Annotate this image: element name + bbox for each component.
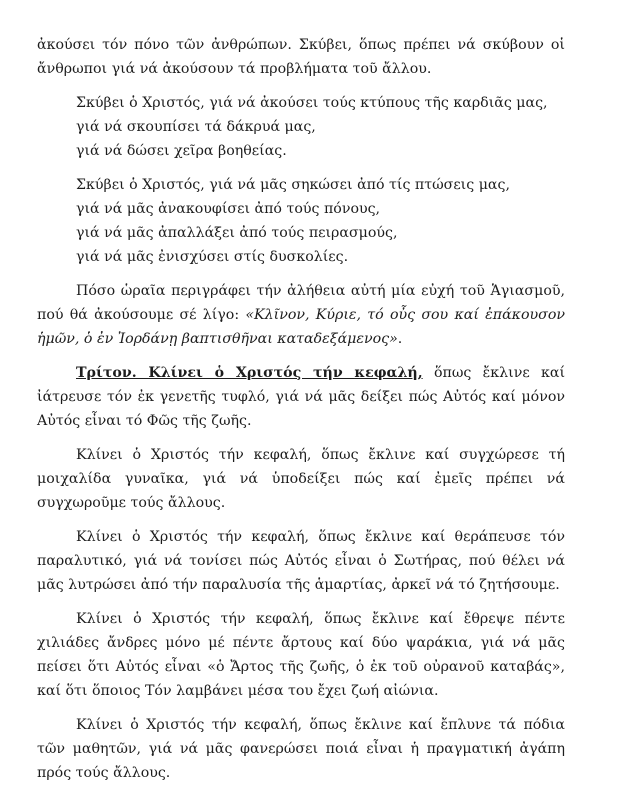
verse-line: γιά νά δώσει χεῖρα βοηθείας.	[76, 143, 287, 159]
verse-line: γιά νά μᾶς ἀνακουφίσει ἀπό τούς πόνους,	[76, 201, 381, 217]
verse-line: γιά νά σκουπίσει τά δάκρυά μας,	[76, 119, 316, 135]
verse-block-1	[37, 91, 565, 163]
paragraph-paralytic: Κλίνει ὁ Χριστός τήν κεφαλή, ὅπως ἔκλινε καί θεράπευσε τόν παραλυτικό, γιά νά τονίσει πώς Αὐτός εἶναι ὁ Σωτήρας, πού θέλει νά μᾶς λυτρώσει ἀπό τήν παραλυσία τῆς ἁμαρτίας, ἀρκεῖ νά τό ζητήσουμε.	[37, 529, 565, 593]
paragraph-five-thousand: Κλίνει ὁ Χριστός τήν κεφαλή, ὅπως ἔκλινε καί ἔθρεψε πέντε χιλιάδες ἄνδρες μόνο μέ πέντε ἄρτους καί δύο ψαράκια, γιά νά μᾶς πείσει ὅτι Αὐτός εἶναι «ὁ Ἄρτος τῆς ζωῆς, ὁ ἐκ τοῦ οὐρανοῦ καταβάς», καί ὅτι ὅποιος Τόν λαμβάνει μέσα του ἔχει ζωή αἰώνια.	[37, 611, 565, 699]
verse-line: γιά νά μᾶς ἐνισχύσει στίς δυσκολίες.	[76, 249, 349, 265]
section-heading: Τρίτον. Κλίνει ὁ Χριστός τήν κεφαλή,	[76, 365, 423, 381]
verse-line: Σκύβει ὁ Χριστός, γιά νά μᾶς σηκώσει ἀπό τίς πτώσεις μας,	[76, 177, 510, 193]
verse-line: Σκύβει ὁ Χριστός, γιά νά ἀκούσει τούς κτύπους τῆς καρδιᾶς μας,	[76, 95, 548, 111]
paragraph-adulteress: Κλίνει ὁ Χριστός τήν κεφαλή, ὅπως ἔκλινε καί συγχώρεσε τή μοιχαλίδα γυναῖκα, γιά νά ὑποδείξει πώς καί ἐμεῖς πρέπει νά συγχωροῦμε τούς ἄλλους.	[37, 447, 565, 511]
document-page	[37, 33, 565, 785]
third-text: ὅπως ἔκλινε καί ἰάτρευσε τόν ἐκ γενετῆς τυφλό, γιά νά μᾶς δείξει πώς Αὐτός καί μόνον Αὐτός εἶναι τό Φῶς τῆς ζωῆς.	[37, 365, 566, 429]
prayer-end: .	[397, 331, 403, 347]
paragraph-washing: Κλίνει ὁ Χριστός τήν κεφαλή, ὅπως ἔκλινε καί ἔπλυνε τά πόδια τῶν μαθητῶν, γιά νά μᾶς φανερώσει ποιά εἶναι ἡ πραγματική ἀγάπη πρός τούς ἄλλους.	[37, 717, 565, 781]
verse-block-2	[37, 173, 565, 269]
paragraph-continuation: ἀκούσει τόν πόνο τῶν ἀνθρώπων. Σκύβει, ὅπως πρέπει νά σκύβουν οἱ ἄνθρωποι γιά νά ἀκούσουν τά προβλήματα τοῦ ἄλλου.	[37, 37, 565, 77]
paragraph-third	[37, 361, 565, 433]
prayer-quote: «Κλῖνον, Κύριε, τό οὖς σου καί ἐπάκουσον ἡμῶν, ὁ ἐν Ἰορδάνῃ βαπτισθῆναι καταδεξάμενος»	[37, 307, 565, 347]
prayer-text: Πόσο ὡραῖα περιγράφει τήν ἀλήθεια αὐτή μία εὐχή τοῦ Ἁγιασμοῦ, πού θά ἀκούσουμε σέ λίγο:	[37, 283, 565, 323]
paragraph-prayer	[37, 279, 565, 351]
verse-line: γιά νά μᾶς ἀπαλλάξει ἀπό τούς πειρασμούς,	[76, 225, 398, 241]
